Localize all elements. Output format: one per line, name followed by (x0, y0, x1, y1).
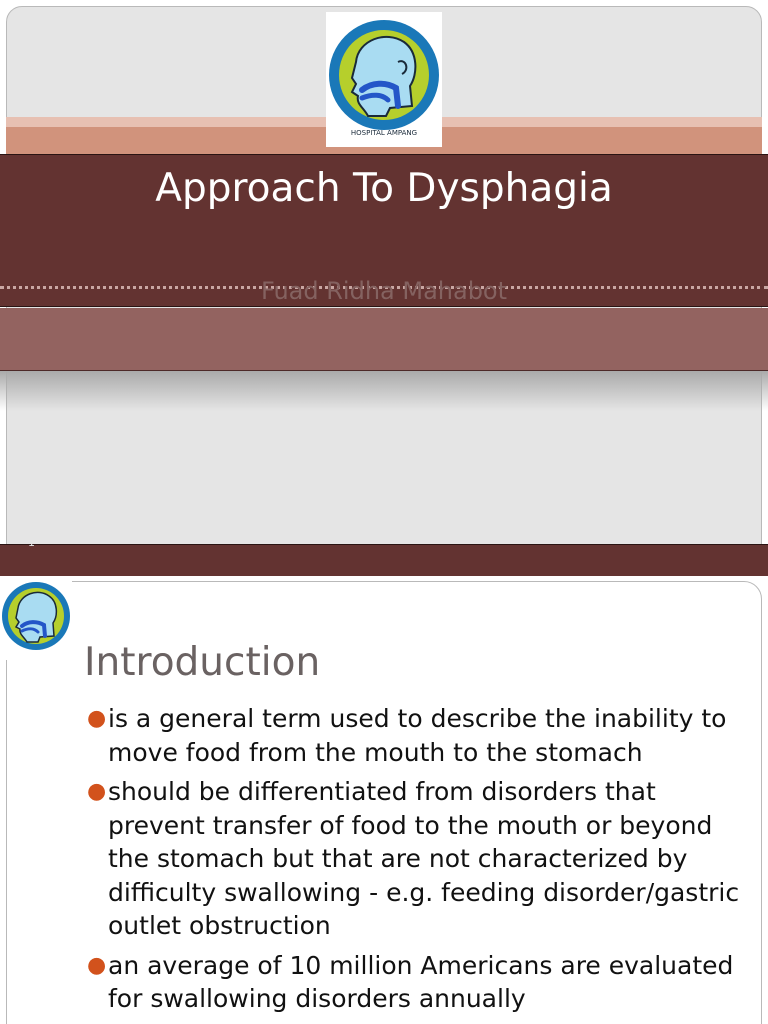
bullet-list (84, 702, 744, 1022)
bullet-item (84, 702, 744, 769)
band-shadow (0, 371, 768, 411)
bullet-text: is a general term used to describe the inability to move food from the mouth to the stomach (108, 704, 727, 767)
head-profile-emblem-icon (0, 576, 72, 660)
bullet-marker-icon: ● (87, 779, 107, 804)
footer-bar (0, 544, 768, 576)
head-profile-emblem-icon (326, 12, 442, 147)
bullet-marker-icon: ● (87, 952, 107, 978)
introduction-slide (0, 576, 768, 1024)
section-heading: Introduction (84, 640, 321, 685)
slide-number: 1 (28, 536, 35, 549)
bullet-text: should be differentiated from disorders that prevent transfer of food to the mouth or beyond the stomach but that are not characterized by difficulty swallowing - e.g. feeding disorder/gastric outlet obstruction (108, 777, 740, 940)
hospital-logo (326, 12, 442, 147)
bullet-marker-icon: ● (87, 706, 107, 731)
hospital-logo-small (0, 576, 72, 660)
slide-subtitle: Fuad Ridha Mahabot (260, 277, 508, 305)
bullet-text: an average of 10 million Americans are evaluated for swallowing disorders annually (108, 950, 734, 1013)
bullet-item (84, 775, 744, 943)
lower-band (0, 308, 768, 371)
bullet-item (84, 949, 744, 1016)
slide-title: Approach To Dysphagia (155, 166, 613, 211)
svg-text:HOSPITAL AMPANG: HOSPITAL AMPANG (350, 129, 418, 137)
